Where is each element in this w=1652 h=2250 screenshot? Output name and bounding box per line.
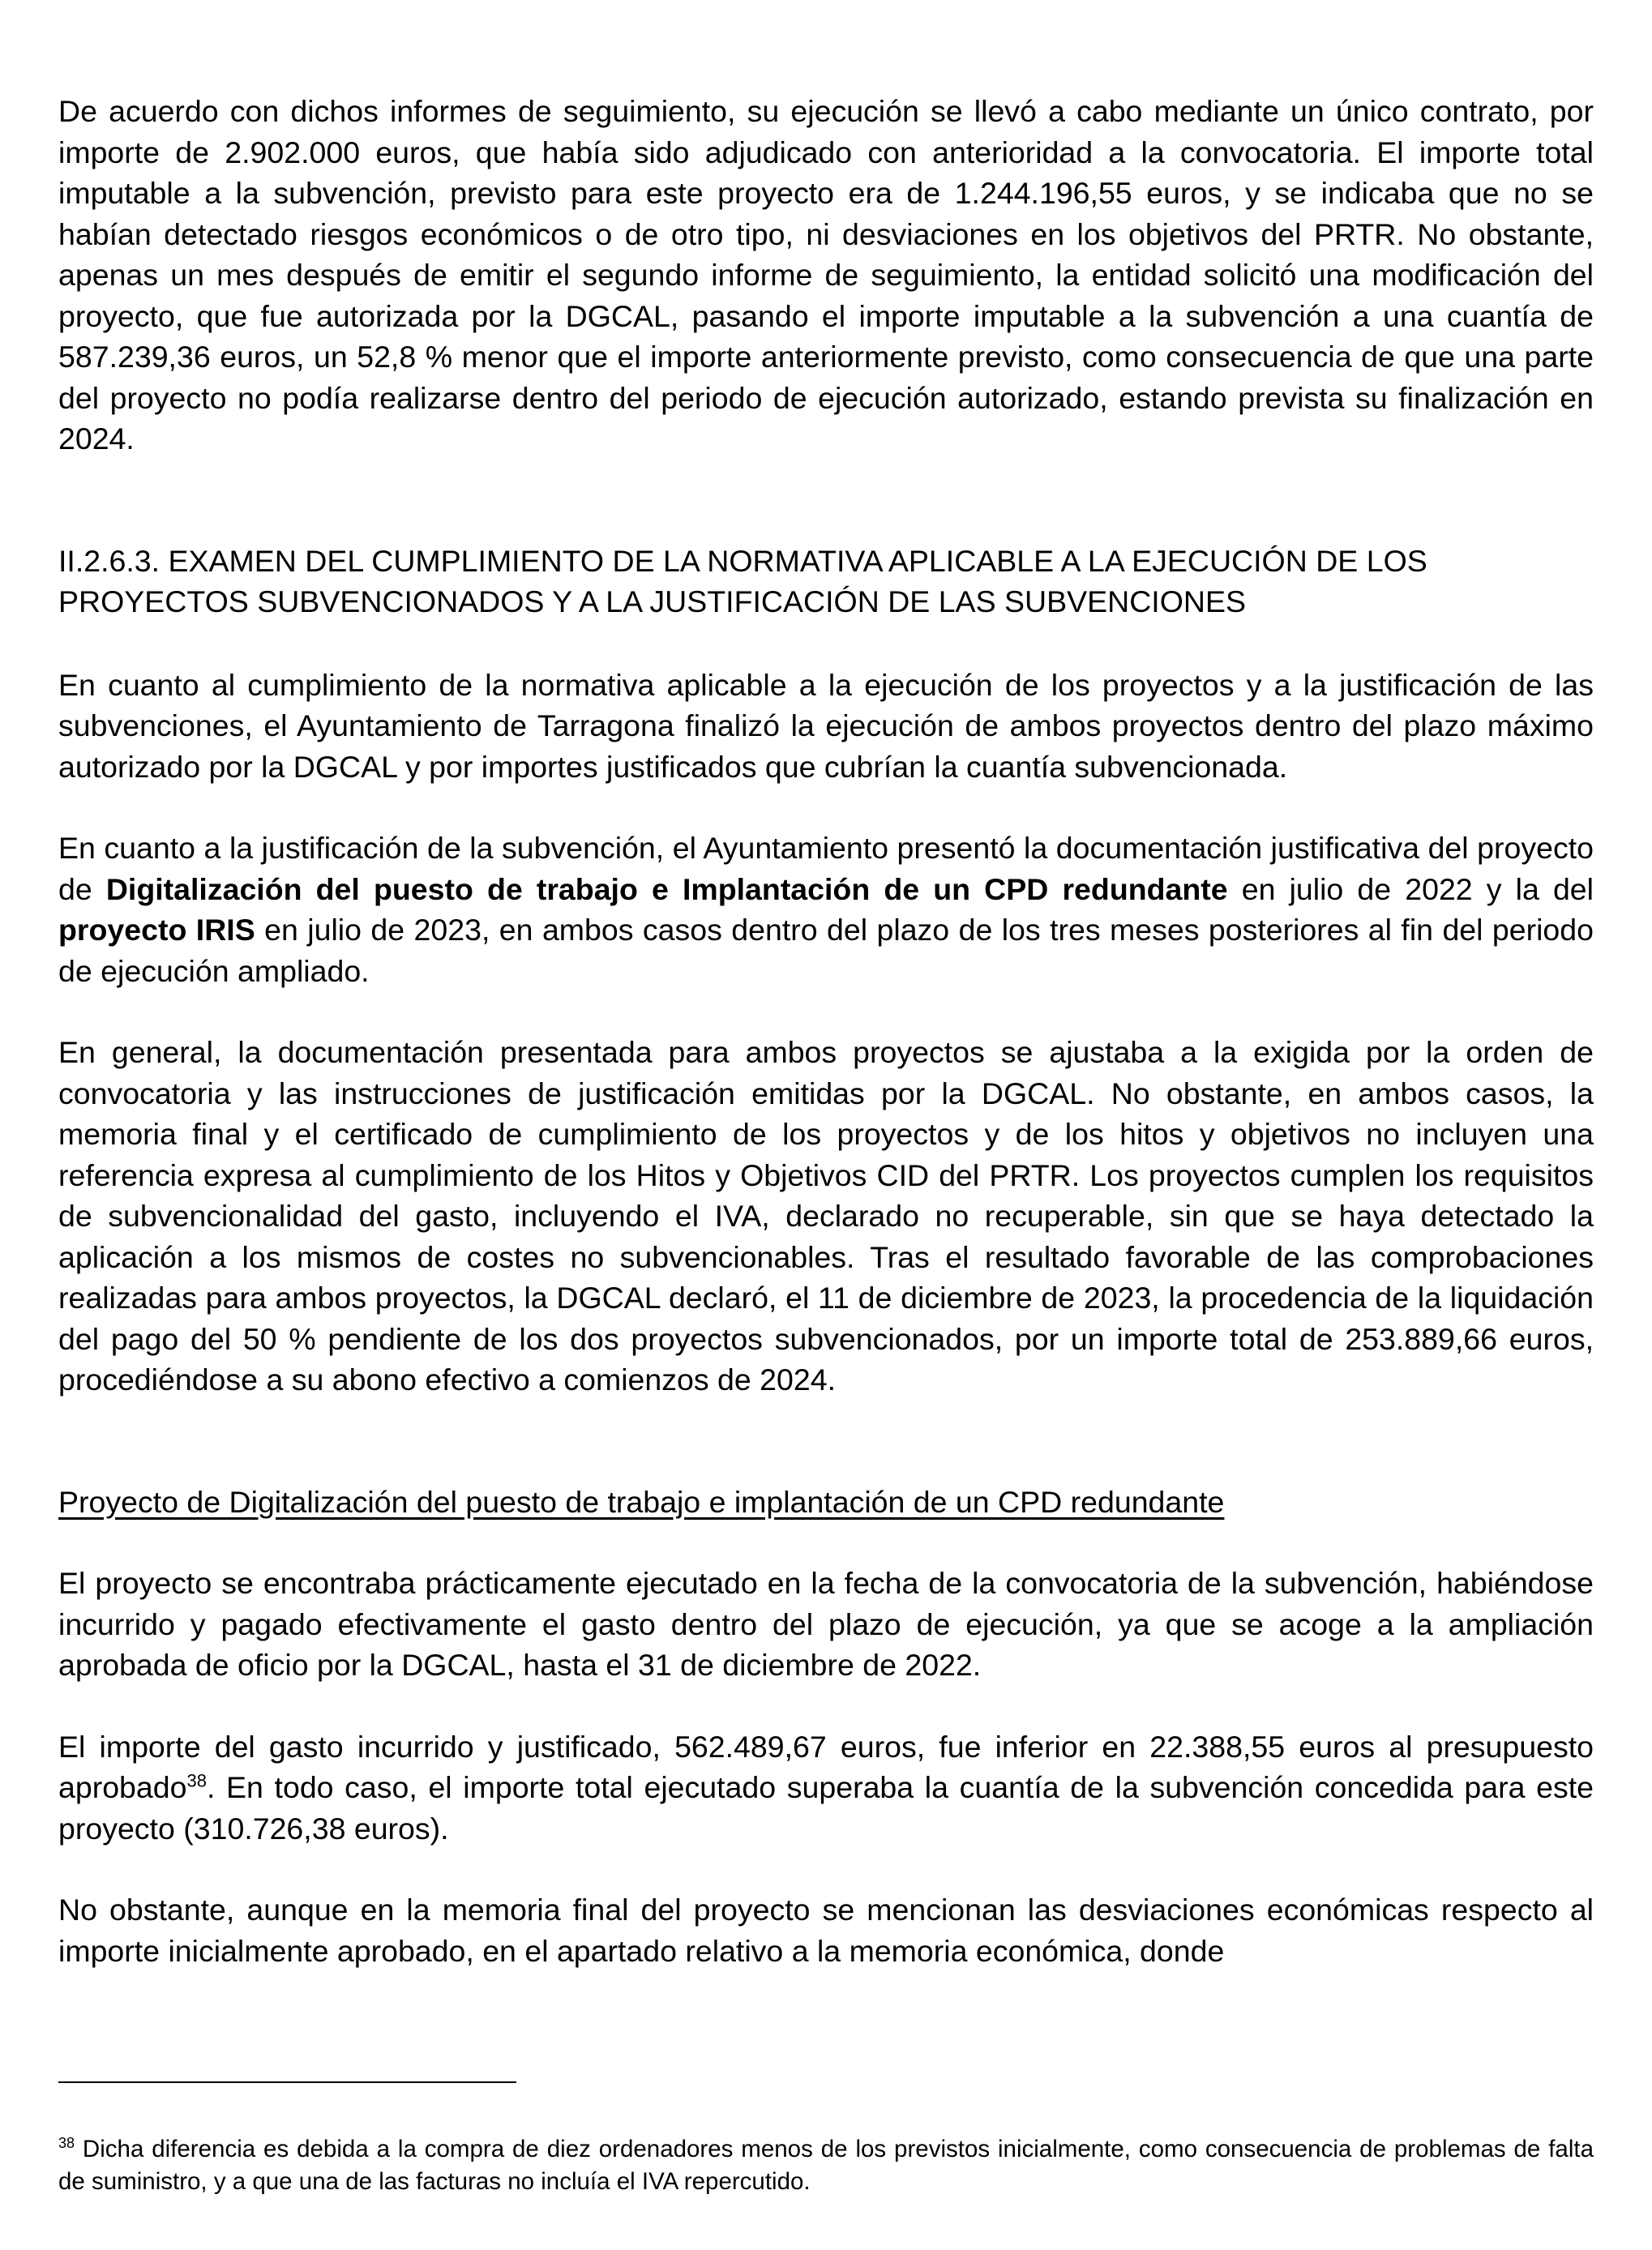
paragraph-compliance: En cuanto al cumplimiento de la normativa aplicable a la ejecución de los proyectos y a la justificación de las subvenciones, el Ayuntamiento de Tarragona finalizó la ejecución de ambos proyectos dentro del plazo máximo autorizado por la DGCAL y por importes justificados que cubrían la cuantía subvencionada. [58, 667, 1594, 784]
footnote-text: Dicha diferencia es debida a la compra de diez ordenadores menos de los previstos inicialmente, como consecuencia de problemas de falta de suministro, y a que una de las facturas no incluía el IVA repercutido. [58, 2135, 1594, 2195]
paragraph-execution-contract: De acuerdo con dichos informes de seguimiento, su ejecución se llevó a cabo mediante un único contrato, por importe de 2.902.000 euros, que había sido adjudicado con anterioridad a la convocatoria. El importe total imputable a la subvención, previsto para este proyecto era de 1.244.196,55 euros, y se indicaba que no se habían detectado riesgos económicos o de otro tipo, ni desviaciones en los objetivos del PRTR. No obstante, apenas un mes después de emitir el segundo informe de seguimiento, la entidad solicitó una modificación del proyecto, que fue autorizada por la DGCAL, pasando el importe imputable a la subvención a una cuantía de 587.239,36 euros, un 52,8 % menor que el importe anteriormente previsto, como consecuencia de que una parte del proyecto no podía realizarse dentro del periodo de ejecución autorizado, estando prevista su finalización en 2024. [58, 94, 1594, 456]
text-run: en julio de 2022 y la del [1227, 871, 1594, 906]
footnote-reference[interactable]: 38 [186, 1770, 207, 1791]
text-run: El importe del gasto incurrido y justificado, 562.489,67 euros, fue inferior en 22.388,55 euros al presupuesto aprobado [58, 1729, 1594, 1804]
text-run: En cuanto a la justificación de la subvención, el Ayuntamiento presentó la documentación justificativa del proyecto de [58, 831, 1594, 906]
text-run: . En todo caso, el importe total ejecutado superaba la cuantía de la subvención concedida para este proyecto (310.726,38 euros). [58, 1770, 1594, 1846]
paragraph-justification [58, 828, 1594, 991]
footnote-number: 38 [58, 2134, 75, 2151]
spacer [58, 500, 1594, 541]
spacer [58, 1441, 1594, 1482]
text-run: en julio de 2023, en ambos casos dentro del plazo de los tres meses posteriores al fin del periodo de ejecución ampliado. [58, 913, 1594, 988]
bold-project-iris: proyecto IRIS [58, 913, 255, 947]
paragraph-deviations: No obstante, aunque en la memoria final del proyecto se mencionan las desviaciones económicas respecto al importe inicialmente aprobado, en el apartado relativo a la memoria económica, donde [58, 1893, 1594, 1968]
paragraph-documentation: En general, la documentación presentada para ambos proyectos se ajustaba a la exigida por la orden de convocatoria y las instrucciones de justificación emitidas por la DGCAL. No obstante, en ambos casos, la memoria final y el certificado de cumplimiento de los proyectos y de los hitos y objetivos no incluyen una referencia expresa al cumplimiento de los Hitos y Objetivos CID del PRTR. Los proyectos cumplen los requisitos de subvencionalidad del gasto, incluyendo el IVA, declarado no recuperable, sin que se haya detectado la aplicación a los mismos de costes no subvencionables. Tras el resultado favorable de las comprobaciones realizadas para ambos proyectos, la DGCAL declaró, el 11 de diciembre de 2023, la procedencia de la liquidación del pago del 50 % pendiente de los dos proyectos subvencionados, por un importe total de 253.889,66 euros, procediéndose a su abono efectivo a comienzos de 2024. [58, 1035, 1594, 1397]
footnote [58, 2133, 1594, 2198]
footnote-separator [58, 2081, 516, 2083]
paragraph-project-executed: El proyecto se encontraba prácticamente ejecutado en la fecha de la convocatoria de la subvención, habiéndose incurrido y pagado efectivamente el gasto dentro del plazo de ejecución, ya que se acoge a la ampliación aprobada de oficio por la DGCAL, hasta el 31 de diciembre de 2022. [58, 1566, 1594, 1682]
document-page [58, 91, 1594, 2012]
subsection-heading: Proyecto de Digitalización del puesto de trabajo e implantación de un CPD redundante [58, 1484, 1225, 1519]
section-heading: II.2.6.3. EXAMEN DEL CUMPLIMIENTO DE LA NORMATIVA APLICABLE A LA EJECUCIÓN DE LOS PROYECTOS SUBVENCIONADOS Y A LA JUSTIFICACIÓN DE LAS SUBVENCIONES [58, 543, 1427, 618]
paragraph-expense-amount [58, 1726, 1594, 1850]
bold-project-name: Digitalización del puesto de trabajo e Implantación de un CPD redundante [105, 871, 1228, 906]
